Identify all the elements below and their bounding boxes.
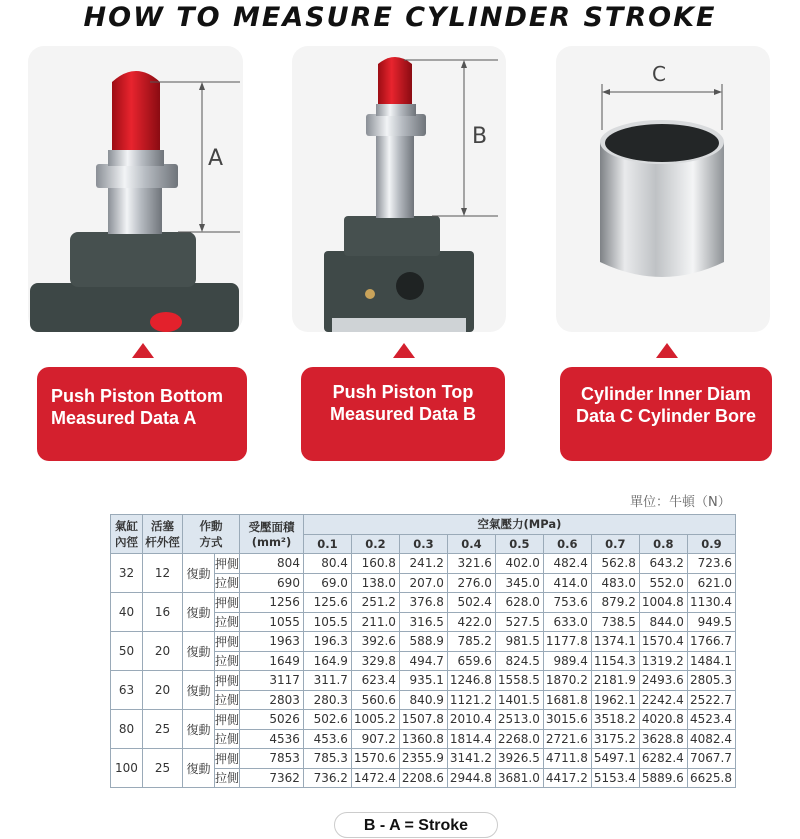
- force-cell: 562.8: [591, 554, 639, 574]
- force-cell: 621.0: [687, 573, 735, 593]
- mode-cell: 復動: [182, 554, 214, 593]
- mode-cell: 復動: [182, 632, 214, 671]
- table-row: [111, 554, 736, 574]
- force-cell: 907.2: [351, 729, 399, 749]
- arrow-up-icon: [656, 343, 678, 358]
- force-cell: 345.0: [495, 573, 543, 593]
- dimension-a-label: A: [208, 146, 224, 171]
- force-cell: 736.2: [303, 768, 351, 788]
- rod-cell: 16: [142, 593, 182, 632]
- page-title: HOW TO MEASURE CYLINDER STROKE: [83, 2, 717, 33]
- label-c-line1: Cylinder Inner Diam: [580, 384, 752, 404]
- force-cell: 2181.9: [591, 671, 639, 691]
- force-cell: 723.6: [687, 554, 735, 574]
- rod-cell: 12: [142, 554, 182, 593]
- force-cell: 160.8: [351, 554, 399, 574]
- rod-cell: 20: [142, 632, 182, 671]
- side-cell: 拉側: [214, 729, 239, 749]
- header-area: 受壓面積 (mm²): [239, 515, 303, 554]
- force-cell: 785.2: [447, 632, 495, 652]
- table-row: [111, 632, 736, 652]
- force-cell: 453.6: [303, 729, 351, 749]
- force-cell: 1962.1: [591, 690, 639, 710]
- label-box-a: [37, 367, 247, 461]
- force-cell: 935.1: [399, 671, 447, 691]
- rod-cell: 25: [142, 749, 182, 788]
- area-cell: 1256: [239, 593, 303, 613]
- area-cell: 7362: [239, 768, 303, 788]
- label-a-line2: Measured Data A: [51, 408, 197, 428]
- force-cell: 552.0: [639, 573, 687, 593]
- area-cell: 1649: [239, 651, 303, 671]
- force-cell: 1814.4: [447, 729, 495, 749]
- side-cell: 押側: [214, 593, 239, 613]
- pressure-header-cell: 0.6: [543, 534, 591, 554]
- force-cell: 6625.8: [687, 768, 735, 788]
- force-cell: 2355.9: [399, 749, 447, 769]
- force-cell: 211.0: [351, 612, 399, 632]
- force-cell: 1004.8: [639, 593, 687, 613]
- mode-cell: 復動: [182, 749, 214, 788]
- force-cell: 196.3: [303, 632, 351, 652]
- force-cell: 376.8: [399, 593, 447, 613]
- force-cell: 4711.8: [543, 749, 591, 769]
- force-cell: 2805.3: [687, 671, 735, 691]
- force-cell: 1374.1: [591, 632, 639, 652]
- side-cell: 押側: [214, 749, 239, 769]
- force-cell: 7067.7: [687, 749, 735, 769]
- pressure-header-cell: 0.4: [447, 534, 495, 554]
- force-cell: 1570.4: [639, 632, 687, 652]
- side-cell: 押側: [214, 632, 239, 652]
- area-cell: 1055: [239, 612, 303, 632]
- stroke-formula: B - A = Stroke: [334, 812, 498, 838]
- force-cell: 164.9: [303, 651, 351, 671]
- force-cell: 1558.5: [495, 671, 543, 691]
- cylinder-bore-image: [556, 46, 770, 332]
- area-cell: 2803: [239, 690, 303, 710]
- force-cell: 422.0: [447, 612, 495, 632]
- force-cell: 207.0: [399, 573, 447, 593]
- area-cell: 4536: [239, 729, 303, 749]
- force-cell: 494.7: [399, 651, 447, 671]
- label-b-line1: Push Piston Top: [332, 382, 474, 402]
- side-cell: 拉側: [214, 573, 239, 593]
- force-cell: 251.2: [351, 593, 399, 613]
- force-cell: 2242.4: [639, 690, 687, 710]
- side-cell: 拉側: [214, 651, 239, 671]
- force-cell: 633.0: [543, 612, 591, 632]
- force-cell: 311.7: [303, 671, 351, 691]
- force-cell: 69.0: [303, 573, 351, 593]
- force-cell: 3141.2: [447, 749, 495, 769]
- area-cell: 7853: [239, 749, 303, 769]
- force-cell: 1507.8: [399, 710, 447, 730]
- force-cell: 753.6: [543, 593, 591, 613]
- force-cell: 276.0: [447, 573, 495, 593]
- pressure-header-cell: 0.5: [495, 534, 543, 554]
- pressure-header-cell: 0.2: [351, 534, 399, 554]
- force-cell: 1766.7: [687, 632, 735, 652]
- bore-cell: 32: [111, 554, 143, 593]
- force-cell: 105.5: [303, 612, 351, 632]
- unit-label: 單位：牛頓（N）: [630, 495, 731, 510]
- force-cell: 1319.2: [639, 651, 687, 671]
- force-cell: 502.6: [303, 710, 351, 730]
- force-cell: 844.0: [639, 612, 687, 632]
- force-cell: 949.5: [687, 612, 735, 632]
- header-rod: 活塞 杆外徑: [142, 515, 182, 554]
- bore-cell: 100: [111, 749, 143, 788]
- mode-cell: 復動: [182, 710, 214, 749]
- side-cell: 押側: [214, 671, 239, 691]
- pressure-header-cell: 0.3: [399, 534, 447, 554]
- force-cell: 316.5: [399, 612, 447, 632]
- force-cell: 1121.2: [447, 690, 495, 710]
- force-cell: 392.6: [351, 632, 399, 652]
- force-cell: 2513.0: [495, 710, 543, 730]
- force-cell: 321.6: [447, 554, 495, 574]
- force-cell: 3628.8: [639, 729, 687, 749]
- force-cell: 2010.4: [447, 710, 495, 730]
- force-cell: 2944.8: [447, 768, 495, 788]
- pressure-header-cell: 0.8: [639, 534, 687, 554]
- force-cell: 1360.8: [399, 729, 447, 749]
- force-cell: 80.4: [303, 554, 351, 574]
- force-cell: 1401.5: [495, 690, 543, 710]
- force-table: [110, 514, 736, 788]
- force-cell: 1570.6: [351, 749, 399, 769]
- label-a-line1: Push Piston Bottom: [51, 386, 223, 406]
- force-cell: 785.3: [303, 749, 351, 769]
- force-cell: 879.2: [591, 593, 639, 613]
- force-cell: 5889.6: [639, 768, 687, 788]
- force-cell: 483.0: [591, 573, 639, 593]
- area-cell: 5026: [239, 710, 303, 730]
- piston-top-image: [292, 46, 506, 332]
- mode-cell: 復動: [182, 593, 214, 632]
- force-cell: 560.6: [351, 690, 399, 710]
- force-cell: 2268.0: [495, 729, 543, 749]
- table-row: [111, 671, 736, 691]
- table-row: [111, 593, 736, 613]
- force-cell: 138.0: [351, 573, 399, 593]
- force-cell: 3518.2: [591, 710, 639, 730]
- force-cell: 989.4: [543, 651, 591, 671]
- force-cell: 5497.1: [591, 749, 639, 769]
- pressure-header-cell: 0.1: [303, 534, 351, 554]
- dimension-b-label: B: [472, 124, 488, 149]
- force-cell: 824.5: [495, 651, 543, 671]
- force-cell: 1005.2: [351, 710, 399, 730]
- force-cell: 643.2: [639, 554, 687, 574]
- force-cell: 502.4: [447, 593, 495, 613]
- arrow-up-icon: [393, 343, 415, 358]
- force-cell: 1484.1: [687, 651, 735, 671]
- force-cell: 628.0: [495, 593, 543, 613]
- force-cell: 3175.2: [591, 729, 639, 749]
- bore-cell: 50: [111, 632, 143, 671]
- force-cell: 1681.8: [543, 690, 591, 710]
- bore-cell: 63: [111, 671, 143, 710]
- dimension-c-label: C: [652, 62, 666, 86]
- force-cell: 5153.4: [591, 768, 639, 788]
- area-cell: 3117: [239, 671, 303, 691]
- side-cell: 押側: [214, 710, 239, 730]
- force-cell: 1472.4: [351, 768, 399, 788]
- force-cell: 1130.4: [687, 593, 735, 613]
- area-cell: 804: [239, 554, 303, 574]
- bore-cell: 40: [111, 593, 143, 632]
- arrow-up-icon: [132, 343, 154, 358]
- force-cell: 125.6: [303, 593, 351, 613]
- side-cell: 拉側: [214, 612, 239, 632]
- force-cell: 4020.8: [639, 710, 687, 730]
- header-mode: 作動 方式: [182, 515, 239, 554]
- table-row: [111, 749, 736, 769]
- force-cell: 1870.2: [543, 671, 591, 691]
- label-c-line2: Data C Cylinder Bore: [575, 406, 757, 426]
- force-cell: 4082.4: [687, 729, 735, 749]
- force-cell: 414.0: [543, 573, 591, 593]
- force-cell: 4523.4: [687, 710, 735, 730]
- bore-cell: 80: [111, 710, 143, 749]
- force-cell: 3015.6: [543, 710, 591, 730]
- rod-cell: 20: [142, 671, 182, 710]
- force-cell: 3926.5: [495, 749, 543, 769]
- pressure-header-cell: 0.7: [591, 534, 639, 554]
- force-cell: 623.4: [351, 671, 399, 691]
- force-cell: 1154.3: [591, 651, 639, 671]
- side-cell: 押側: [214, 554, 239, 574]
- force-cell: 4417.2: [543, 768, 591, 788]
- table-row: [111, 710, 736, 730]
- piston-bottom-image: [28, 46, 243, 332]
- mode-cell: 復動: [182, 671, 214, 710]
- force-cell: 2522.7: [687, 690, 735, 710]
- pressure-header-cell: 0.9: [687, 534, 735, 554]
- side-cell: 拉側: [214, 690, 239, 710]
- force-cell: 981.5: [495, 632, 543, 652]
- force-cell: 527.5: [495, 612, 543, 632]
- force-cell: 1246.8: [447, 671, 495, 691]
- force-cell: 329.8: [351, 651, 399, 671]
- area-cell: 690: [239, 573, 303, 593]
- force-cell: 588.9: [399, 632, 447, 652]
- area-cell: 1963: [239, 632, 303, 652]
- force-cell: 241.2: [399, 554, 447, 574]
- force-cell: 3681.0: [495, 768, 543, 788]
- force-cell: 659.6: [447, 651, 495, 671]
- side-cell: 拉側: [214, 768, 239, 788]
- force-cell: 280.3: [303, 690, 351, 710]
- force-cell: 1177.8: [543, 632, 591, 652]
- rod-cell: 25: [142, 710, 182, 749]
- force-cell: 482.4: [543, 554, 591, 574]
- force-cell: 840.9: [399, 690, 447, 710]
- force-cell: 2721.6: [543, 729, 591, 749]
- label-b-line2: Measured Data B: [329, 404, 477, 424]
- header-pressure: 空氣壓力(MPa): [303, 515, 735, 535]
- header-bore: 氣缸 內徑: [111, 515, 143, 554]
- force-cell: 738.5: [591, 612, 639, 632]
- force-cell: 2493.6: [639, 671, 687, 691]
- label-box-c: [560, 367, 772, 461]
- force-cell: 2208.6: [399, 768, 447, 788]
- force-cell: 402.0: [495, 554, 543, 574]
- force-cell: 6282.4: [639, 749, 687, 769]
